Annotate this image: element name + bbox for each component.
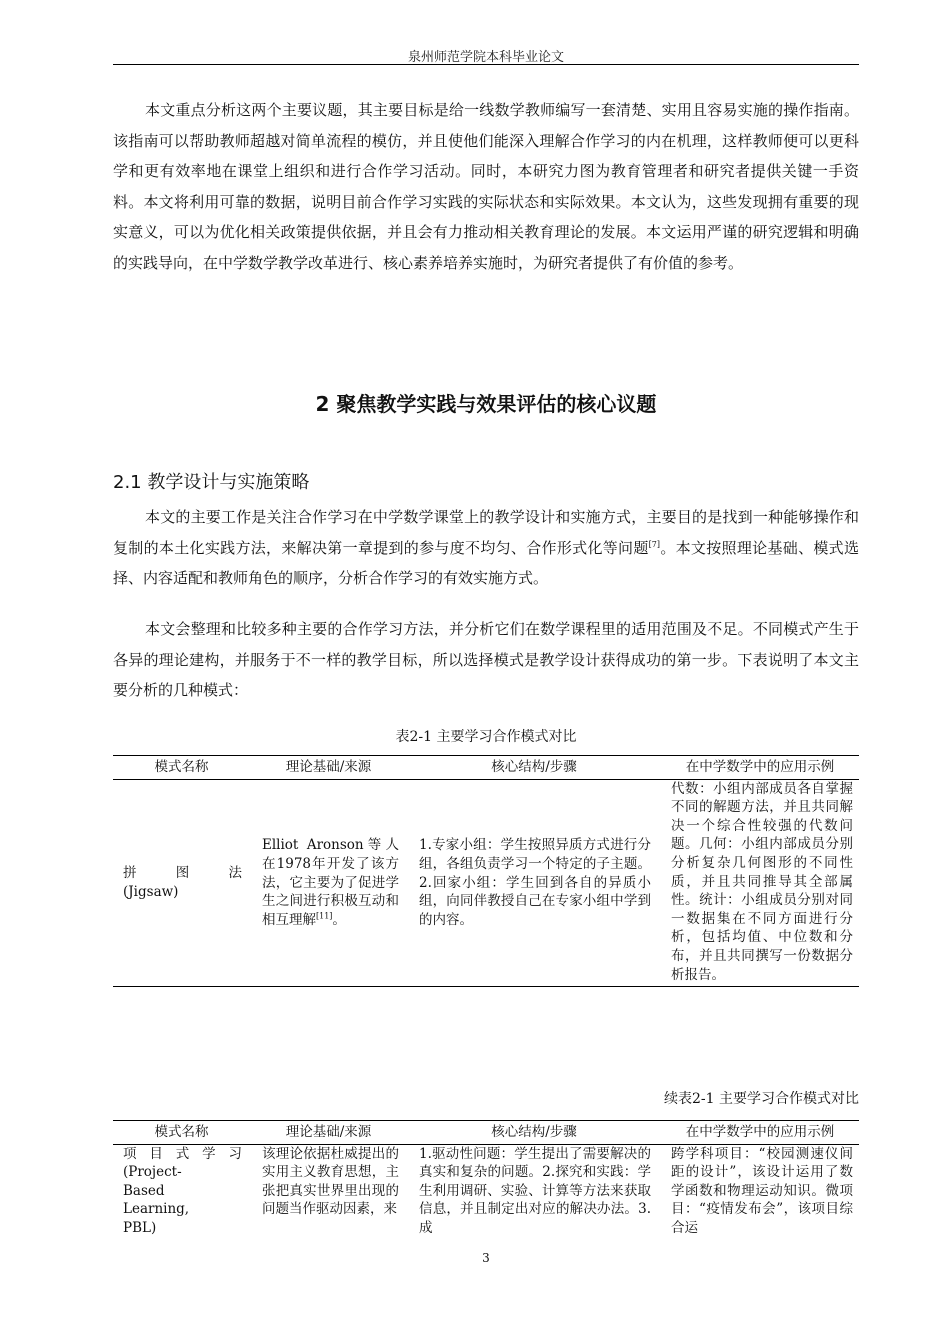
example-cell: 代数：小组内部成员各自掌握不同的解题方法，并且共同解决一个综合性较强的代数问题。几何：小组内部成员分别分析复杂几何图形的不同性质，并且共同推导其全部属性。统计：小组成员分别对同一数据集在不同方面进行分析，包括均值、中位数和分布，并且共同撰写一份数据分析报告。 [661,779,859,987]
structure-cell: 1.专家小组：学生按照异质方式进行分组，各组负责学习一个特定的子主题。2.回家小组：学生回到各自的异质小组，向同伴教授自己在专家小组中学到的内容。 [407,779,661,987]
citation: [11] [316,911,333,921]
header-rule [113,64,859,65]
mode-name-en: (Jigsaw) [123,883,179,900]
page-number: 3 [482,1251,490,1265]
column-header: 理论基础/来源 [250,1121,407,1145]
table-caption: 表2-1 主要学习合作模式对比 [395,729,577,745]
running-header: 泉州师范学院本科毕业论文 [407,50,564,65]
section-heading: 2.1 教学设计与实施策略 [113,472,310,493]
mode-name: 项目式学习 [123,1145,242,1162]
column-header: 理论基础/来源 [250,756,407,780]
paragraph-text-after: 。本文按照理论基础、模式选择、内容适配和教师角色的顺序，分析合作学习的有效实施方式。 [113,538,859,588]
column-header: 核心结构/步骤 [407,1121,661,1145]
structure-cell: 1.驱动性问题：学生提出了需要解决的真实和复杂的问题。2.探究和实践：学生利用调研、实验、计算等方法来获取信息，并且制定出对应的解决办法。3.成 [419,1145,651,1236]
column-header: 模式名称 [113,756,250,780]
mode-name: 拼图法 [123,865,242,882]
table-row [113,779,859,987]
table-row [113,1144,859,1237]
column-header: 在中学数学中的应用示例 [661,1121,859,1145]
mode-name-cell [113,1144,250,1237]
table-caption-continued: 续表2-1 主要学习合作模式对比 [664,1091,859,1107]
theory-text: Elliot Aronson等人在1978年开发了该方法，它主要为了促进学生之间进行积极互动和相互理解 [262,837,399,928]
paragraph-text: 本文的主要工作是关注合作学习在中学数学课堂上的教学设计和实施方式，主要目的是找到一种能够操作和复制的本土化实践方法，来解决第一章提到的参与度不均匀、合作形式化等问题 [113,508,859,557]
column-header: 在中学数学中的应用示例 [661,756,859,780]
comparison-table-continued [113,1120,859,1238]
chapter-heading: 2 聚焦教学实践与效果评估的核心议题 [315,392,657,416]
mode-name-cell [113,779,250,987]
theory-cell: 该理论依据杜威提出的实用主义教育思想，主张把真实世界里出现的问题当作驱动因素，来 [262,1145,399,1218]
citation: [7] [648,539,661,549]
example-cell: 跨学科项目：“校园测速仪间距的设计”，该设计运用了数学函数和物理运动知识。微项目：“疫情发布会”，该项目综合运 [671,1145,853,1236]
intro-paragraph: 本文重点分析这两个主要议题，其主要目标是给一线数学教师编写一套清楚、实用且容易实施的操作指南。该指南可以帮助教师超越对简单流程的模仿，并且使他们能深入理解合作学习的内在机理，这样教师便可以更科学和更有效率地在课堂上组织和进行合作学习活动。同时，本研究力图为教育管理者和研究者提供关键一手资料。本文将利用可靠的数据，说明目前合作学习实践的实际状态和实际效果。本文认为，这些发现拥有重要的现实意义，可以为优化相关政策提供依据，并且会有力推动相关教育理论的发展。本文运用严谨的研究逻辑和明确的实践导向，在中学数学教学改革进行、核心素养培养实施时，为研究者提供了有价值的参考。 [113,101,859,272]
column-header: 模式名称 [113,1121,250,1145]
theory-cell [250,779,407,987]
section-paragraph-1 [113,502,859,594]
comparison-table [113,755,859,987]
mode-name-en: (Project-Based Learning, PBL) [123,1164,190,1236]
table-header-row [113,1121,859,1145]
table-header-row [113,756,859,780]
column-header: 核心结构/步骤 [407,756,661,780]
theory-text-end: 。 [332,911,346,928]
section-paragraph-2: 本文会整理和比较多种主要的合作学习方法，并分析它们在数学课程里的适用范围及不足。不同模式产生于各异的理论建构，并服务于不一样的教学目标，所以选择模式是教学设计获得成功的第一步。下表说明了本文主要分析的几种模式： [113,620,859,700]
